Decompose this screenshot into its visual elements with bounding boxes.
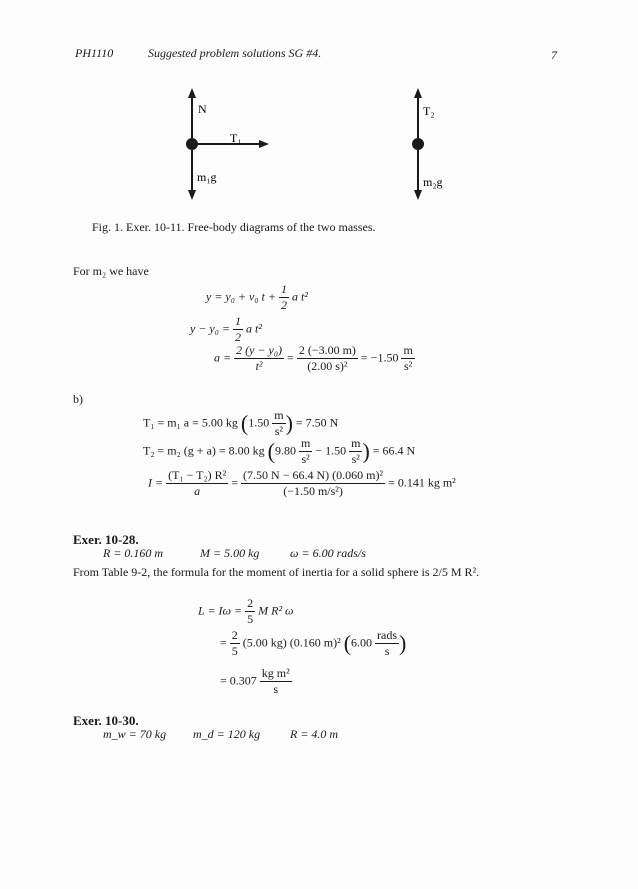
eq-lhs: I = <box>148 475 164 490</box>
paren-close: ) <box>399 630 407 656</box>
ex28-radius: R = 0.160 m <box>103 546 164 560</box>
ex28-omega: ω = 6.00 rads/s <box>290 546 366 560</box>
unit-num: m <box>403 343 413 357</box>
frac-den: a <box>166 483 228 499</box>
eq-result: = 0.141 kg m² <box>388 475 456 490</box>
unit-num: m <box>351 436 361 450</box>
frac-den: 2 <box>280 298 287 312</box>
arrow-down-icon <box>414 190 422 200</box>
eq-value: 9.80 <box>274 443 296 458</box>
tension-2-label: T₂ <box>423 104 435 118</box>
ex30-md: m_d = 120 kg <box>193 727 261 741</box>
eq-lhs: T₂ = m₂ (g + a) = 8.00 kg <box>143 443 265 458</box>
frac-den: 2 <box>235 330 242 344</box>
frac-den: 5 <box>231 644 238 658</box>
exercise-10-28-title: Exer. 10-28. <box>73 532 139 547</box>
exercise-10-30-title: Exer. 10-30. <box>73 713 139 728</box>
frac-num: 2 (y − y₀) <box>236 343 283 357</box>
paren-close: ) <box>285 410 293 436</box>
eq-mid: − 1.50 <box>315 443 347 458</box>
part-b-label: b) <box>73 392 83 406</box>
frac-den: (−1.50 m/s²) <box>241 483 385 499</box>
frac-den: (2.00 s)² <box>297 358 358 374</box>
equation-t1 <box>143 408 338 439</box>
diagram-mass-1 <box>186 88 269 200</box>
equals: = <box>287 350 294 365</box>
eq-rhs: a t² <box>291 289 308 304</box>
unit-den: s² <box>299 451 312 467</box>
unit-den: s² <box>401 358 414 374</box>
unit-num: m <box>300 436 311 450</box>
diagram-mass-2 <box>412 88 443 200</box>
arrow-right-icon <box>259 140 269 148</box>
unit-den: s <box>260 681 292 697</box>
equation-y <box>206 282 308 313</box>
tension-1-label: T₁ <box>230 131 242 145</box>
frac-num: (7.50 N − 66.4 N) (0.060 m)² <box>243 468 384 482</box>
eq-value: 6.00 <box>351 635 373 650</box>
weight-1-label: m₁g <box>197 170 217 184</box>
normal-force-label: N <box>198 102 207 116</box>
equals: = <box>220 635 227 650</box>
page-title: Suggested problem solutions SG #4. <box>148 46 322 60</box>
arrow-up-icon <box>188 88 196 98</box>
eq-lhs: y = y₀ + v₀ t + <box>206 289 276 304</box>
eq-body: (5.00 kg) (0.160 m)² <box>242 635 341 650</box>
paren-close: ) <box>362 438 370 464</box>
mass-dot <box>186 138 198 150</box>
eq-result: = 7.50 N <box>295 415 339 430</box>
frac-num: 2 <box>247 596 254 610</box>
eq-lhs: a = <box>214 350 232 365</box>
frac-num: 2 (−3.00 m) <box>298 343 356 357</box>
eq-lhs: T₁ = m₁ a = 5.00 kg <box>143 415 238 430</box>
figure-caption: Fig. 1. Exer. 10-11. Free-body diagrams of the two masses. <box>92 220 376 234</box>
frac-num: 1 <box>235 314 242 328</box>
equation-inertia <box>148 468 456 499</box>
equation-t2 <box>143 436 415 467</box>
ex28-text: From Table 9-2, the formula for the moment of inertia for a solid sphere is 2/5 M R². <box>73 565 480 579</box>
unit-den: s <box>375 643 399 659</box>
weight-2-label: m₂g <box>423 175 443 189</box>
unit-num: kg m² <box>261 666 290 680</box>
arrow-up-icon <box>414 88 422 98</box>
equation-L-line2 <box>220 628 406 659</box>
paren-open: ( <box>343 630 352 656</box>
page-number: 7 <box>551 48 557 62</box>
equation-L-line1 <box>198 596 294 627</box>
equals: = <box>231 475 239 490</box>
unit-den: s² <box>349 451 362 467</box>
course-code: PH1110 <box>75 46 114 60</box>
ex28-mass: M = 5.00 kg <box>200 546 260 560</box>
intro-m2: For m₂ we have <box>73 264 149 278</box>
equation-displacement <box>190 314 262 345</box>
ex30-mw: m_w = 70 kg <box>103 727 167 741</box>
frac-den: 5 <box>247 612 254 626</box>
unit-den: s² <box>272 423 285 439</box>
frac-num: (T₁ − T₂) R² <box>168 468 227 482</box>
mass-dot <box>412 138 424 150</box>
unit-num: rads <box>377 628 398 642</box>
eq-rhs: a t² <box>246 321 262 336</box>
eq-result: = 0.307 <box>220 673 257 688</box>
eq-lhs: y − y₀ = <box>190 321 231 336</box>
frac-num: 1 <box>280 282 287 296</box>
unit-num: m <box>274 408 284 422</box>
eq-result: = −1.50 <box>360 350 399 365</box>
equation-L-line3 <box>220 666 292 697</box>
paren-open: ( <box>267 438 275 464</box>
paren-open: ( <box>240 410 249 436</box>
arrow-down-icon <box>188 190 196 200</box>
eq-rhs: M R² ω <box>258 603 294 618</box>
frac-den: t² <box>234 358 284 374</box>
eq-result: = 66.4 N <box>372 443 416 458</box>
equation-acceleration <box>214 343 415 374</box>
eq-lhs: L = Iω = <box>198 603 243 618</box>
eq-value: 1.50 <box>248 415 270 430</box>
free-body-diagrams <box>150 80 480 205</box>
frac-num: 2 <box>231 628 238 642</box>
ex30-radius: R = 4.0 m <box>290 727 339 741</box>
